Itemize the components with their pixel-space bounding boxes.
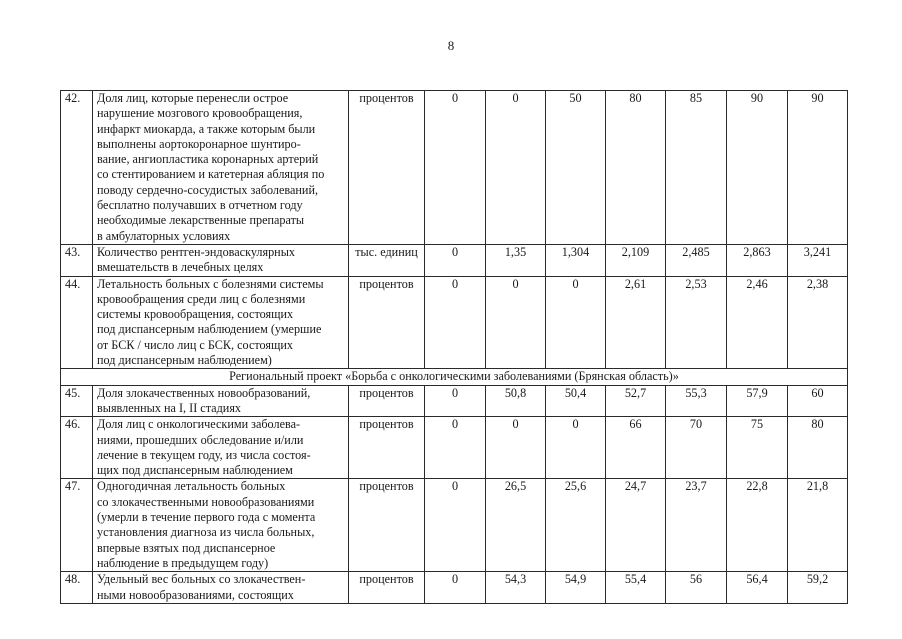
indicator-name-line: нарушение мозгового кровообращения, [97, 106, 303, 121]
indicator-name-line: Количество рентген-эндоваскулярных [97, 244, 295, 259]
value-cell: 75 [727, 417, 788, 479]
value-cell: 2,61 [606, 276, 666, 369]
value-cell: 59,2 [788, 572, 848, 604]
value-cell: 1,304 [546, 244, 606, 276]
value-cell: 2,863 [727, 244, 788, 276]
value-cell: 55,3 [666, 385, 727, 417]
value-cell: 0 [425, 417, 486, 479]
value-cell: 57,9 [727, 385, 788, 417]
value-cell: 0 [425, 479, 486, 572]
indicator-name-line: ными новообразованиями, состоящих [97, 587, 294, 602]
value-cell: 80 [606, 91, 666, 245]
value-cell: 21,8 [788, 479, 848, 572]
table-section [61, 369, 848, 385]
value-cell: 0 [546, 276, 606, 369]
unit-cell: процентов [349, 479, 425, 572]
unit-cell: процентов [349, 417, 425, 479]
indicator-name-line: вмешательств в лечебных целях [97, 260, 264, 275]
indicator-name-line: установления диагноза из числа больных, [97, 525, 315, 540]
table-row [61, 276, 848, 369]
section-row [61, 369, 848, 385]
page-number: 8 [447, 38, 455, 53]
value-cell: 23,7 [666, 479, 727, 572]
indicator-name-line: от БСК / число лиц с БСК, состоящих [97, 337, 293, 352]
row-number: 43. [61, 244, 93, 276]
indicator-name-line: со стентированием и катетерная абляция по [97, 167, 325, 182]
indicator-name-line: (умерли в течение первого года с момента [97, 510, 316, 525]
value-cell: 54,3 [486, 572, 546, 604]
value-cell: 70 [666, 417, 727, 479]
indicator-name-line: Летальность больных с болезнями системы [97, 276, 324, 291]
indicator-name-line: со злокачественными новообразованиями [97, 494, 315, 509]
value-cell: 0 [425, 385, 486, 417]
value-cell: 0 [425, 572, 486, 604]
indicator-name [93, 572, 349, 604]
indicator-name-line: щих под диспансерным наблюдением [97, 463, 293, 478]
indicator-name-line: Доля лиц, которые перенесли острое [97, 91, 289, 105]
value-cell: 0 [425, 244, 486, 276]
value-cell: 90 [727, 91, 788, 245]
value-cell: 2,485 [666, 244, 727, 276]
unit-cell: процентов [349, 91, 425, 245]
value-cell: 3,241 [788, 244, 848, 276]
value-cell: 0 [486, 417, 546, 479]
value-cell: 2,53 [666, 276, 727, 369]
value-cell: 0 [425, 276, 486, 369]
indicator-name-line: под диспансерным наблюдением (умершие [97, 322, 322, 337]
indicator-name [93, 479, 349, 572]
indicator-name-line: выполнены аортокоронарное шунтиро- [97, 136, 301, 151]
unit-cell: процентов [349, 572, 425, 604]
row-number: 47. [61, 479, 93, 572]
value-cell: 55,4 [606, 572, 666, 604]
indicator-name-line: под диспансерным наблюдением) [97, 353, 272, 368]
table-row [61, 91, 848, 245]
unit-cell: тыс. единиц [349, 244, 425, 276]
row-number: 45. [61, 385, 93, 417]
value-cell: 52,7 [606, 385, 666, 417]
value-cell: 1,35 [486, 244, 546, 276]
unit-cell: процентов [349, 385, 425, 417]
value-cell: 0 [425, 91, 486, 245]
table-body-top [61, 91, 848, 369]
indicator-name-line: инфаркт миокарда, а также которым были [97, 121, 316, 136]
value-cell: 50,8 [486, 385, 546, 417]
value-cell: 24,7 [606, 479, 666, 572]
indicator-name-line: кровообращения среди лиц с болезнями [97, 291, 306, 306]
indicator-name-line: в амбулаторных условиях [97, 228, 231, 243]
table-row [61, 417, 848, 479]
indicator-name-line: ниями, прошедших обследование и/или [97, 432, 304, 447]
table-body-bottom [61, 385, 848, 603]
value-cell: 0 [486, 276, 546, 369]
indicator-name-line: лечение в текущем году, из числа состоя- [97, 447, 311, 462]
value-cell: 2,109 [606, 244, 666, 276]
value-cell: 85 [666, 91, 727, 245]
indicator-name-line: бесплатно получавших в отчетном году [97, 198, 303, 213]
value-cell: 50,4 [546, 385, 606, 417]
row-number: 48. [61, 572, 93, 604]
table-row [61, 244, 848, 276]
indicator-name [93, 276, 349, 369]
indicator-name-line: Одногодичная летальность больных [97, 479, 286, 494]
indicator-name-line: поводу сердечно-сосудистых заболеваний, [97, 182, 319, 197]
indicator-name-line: системы кровообращения, состоящих [97, 307, 294, 322]
table-row [61, 572, 848, 604]
value-cell: 26,5 [486, 479, 546, 572]
value-cell: 60 [788, 385, 848, 417]
row-number: 46. [61, 417, 93, 479]
section-title: Региональный проект «Борьба с онкологическими заболеваниями (Брянская область)» [61, 369, 848, 385]
value-cell: 25,6 [546, 479, 606, 572]
value-cell: 54,9 [546, 572, 606, 604]
indicator-name-line: наблюдение в предыдущем году) [97, 555, 269, 570]
value-cell: 0 [546, 417, 606, 479]
indicator-name-line: Доля лиц с онкологическими заболева- [97, 417, 301, 432]
indicator-name [93, 417, 349, 479]
indicator-name-line: Доля злокачественных новообразований, [97, 385, 311, 400]
value-cell: 2,38 [788, 276, 848, 369]
value-cell: 80 [788, 417, 848, 479]
indicators-table [60, 90, 848, 604]
unit-cell: процентов [349, 276, 425, 369]
value-cell: 56 [666, 572, 727, 604]
indicator-name-line: выявленных на I, II стадиях [97, 400, 242, 415]
table-row [61, 385, 848, 417]
indicator-name-line: впервые взятых под диспансерное [97, 540, 276, 555]
value-cell: 50 [546, 91, 606, 245]
indicator-name [93, 385, 349, 417]
value-cell: 66 [606, 417, 666, 479]
row-number: 42. [61, 91, 93, 245]
indicator-name [93, 244, 349, 276]
row-number: 44. [61, 276, 93, 369]
value-cell: 56,4 [727, 572, 788, 604]
table-row [61, 479, 848, 572]
indicator-name-line: необходимые лекарственные препараты [97, 213, 305, 228]
indicator-name [93, 91, 349, 245]
value-cell: 0 [486, 91, 546, 245]
value-cell: 22,8 [727, 479, 788, 572]
value-cell: 2,46 [727, 276, 788, 369]
value-cell: 90 [788, 91, 848, 245]
indicator-name-line: вание, ангиопластика коронарных артерий [97, 152, 319, 167]
indicator-name-line: Удельный вес больных со злокачествен- [97, 572, 306, 587]
